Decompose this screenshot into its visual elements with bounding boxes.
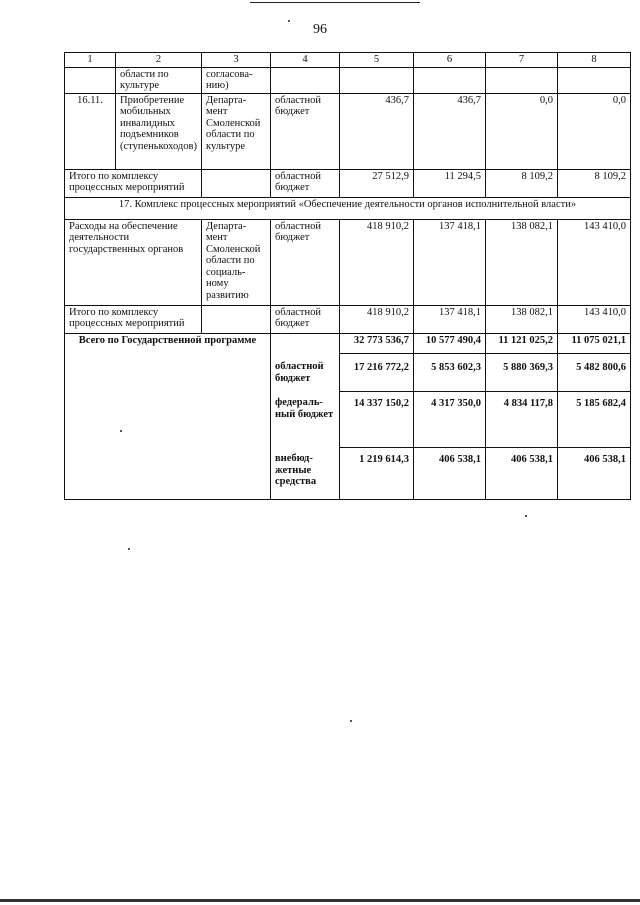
- grand-federal-col7: 4 834 117,8: [486, 391, 558, 447]
- header-cell: 8: [558, 53, 631, 68]
- value-col8: 8 109,2: [558, 169, 631, 197]
- value-col6: 11 294,5: [414, 169, 486, 197]
- grand-extra-col7: 406 538,1: [486, 447, 558, 499]
- grand-extra-col5: 1 219 614,3: [340, 447, 414, 499]
- header-cell: 4: [271, 53, 340, 68]
- value-col7: 138 082,1: [486, 305, 558, 333]
- cell-empty: [486, 67, 558, 93]
- value-col8: 143 410,0: [558, 305, 631, 333]
- table-row-17: [65, 219, 631, 305]
- header-row: [65, 53, 631, 68]
- grand-total-col7: 11 121 025,2: [486, 333, 558, 353]
- table-row-total-16: [65, 169, 631, 197]
- row-source: областной бюджет: [271, 305, 340, 333]
- table-row-16-11: [65, 93, 631, 169]
- total-label: Итого по комплексу процессных мероприятий: [65, 169, 202, 197]
- header-cell: 3: [202, 53, 271, 68]
- value-col6: 436,7: [414, 93, 486, 169]
- cell-empty: [65, 67, 116, 93]
- header-cell: 2: [116, 53, 202, 68]
- scan-speck: [288, 20, 290, 22]
- value-col5: 436,7: [340, 93, 414, 169]
- page-number: 96: [313, 22, 327, 37]
- scan-speck: [350, 720, 352, 722]
- grand-regional-col8: 5 482 800,6: [558, 353, 631, 391]
- section-header-17: [65, 197, 631, 219]
- row-number: 16.11.: [65, 93, 116, 169]
- value-col5: 27 512,9: [340, 169, 414, 197]
- row-executor: Департа-мент Смоленской области по культуре: [202, 93, 271, 169]
- table-row-grand-total: [65, 333, 631, 353]
- total-label: Итого по комплексу процессных мероприятий: [65, 305, 202, 333]
- value-col6: 137 418,1: [414, 219, 486, 305]
- row-source: областной бюджет: [271, 93, 340, 169]
- grand-source-regional: областной бюджет: [271, 353, 340, 391]
- cell-empty: [558, 67, 631, 93]
- cell-empty: [202, 305, 271, 333]
- scan-artifact-bottom: [0, 899, 640, 902]
- value-col7: 0,0: [486, 93, 558, 169]
- grand-total-col5: 32 773 536,7: [340, 333, 414, 353]
- row-name: Приобретение мобильных инвалидных подъемников (ступенькоходов): [116, 93, 202, 169]
- row-name-continuation: области по культуре: [116, 67, 202, 93]
- budget-table: [64, 52, 631, 500]
- header-cell: 1: [65, 53, 116, 68]
- row-executor-continuation: согласова-нию): [202, 67, 271, 93]
- header-cell: 5: [340, 53, 414, 68]
- grand-regional-col6: 5 853 602,3: [414, 353, 486, 391]
- row-source: областной бюджет: [271, 219, 340, 305]
- cell-empty: [202, 169, 271, 197]
- section-title: 17. Комплекс процессных мероприятий «Обеспечение деятельности органов исполнительной власти»: [65, 197, 631, 219]
- header-cell: 7: [486, 53, 558, 68]
- row-name: Расходы на обеспечение деятельности государственных органов: [65, 219, 202, 305]
- table-row-total-17: [65, 305, 631, 333]
- value-col5: 418 910,2: [340, 305, 414, 333]
- value-col8: 0,0: [558, 93, 631, 169]
- scan-speck: [128, 548, 130, 550]
- grand-total-col8: 11 075 021,1: [558, 333, 631, 353]
- scan-speck: [525, 515, 527, 517]
- row-executor: Департа-мент Смоленской области по социаль-ному развитию: [202, 219, 271, 305]
- grand-regional-col5: 17 216 772,2: [340, 353, 414, 391]
- grand-total-col6: 10 577 490,4: [414, 333, 486, 353]
- grand-extra-col6: 406 538,1: [414, 447, 486, 499]
- grand-federal-col6: 4 317 350,0: [414, 391, 486, 447]
- value-col8: 143 410,0: [558, 219, 631, 305]
- cell-empty: [271, 333, 340, 353]
- grand-regional-col7: 5 880 369,3: [486, 353, 558, 391]
- row-source: областной бюджет: [271, 169, 340, 197]
- grand-source-extra: внебюд-жетные средства: [271, 447, 340, 499]
- header-cell: 6: [414, 53, 486, 68]
- grand-federal-col5: 14 337 150,2: [340, 391, 414, 447]
- grand-source-federal: федераль-ный бюджет: [271, 391, 340, 447]
- grand-total-label: Всего по Государственной программе: [65, 333, 271, 499]
- grand-federal-col8: 5 185 682,4: [558, 391, 631, 447]
- cell-empty: [271, 67, 340, 93]
- cell-empty: [340, 67, 414, 93]
- value-col6: 137 418,1: [414, 305, 486, 333]
- cell-empty: [414, 67, 486, 93]
- scan-speck: [120, 430, 122, 432]
- value-col5: 418 910,2: [340, 219, 414, 305]
- value-col7: 138 082,1: [486, 219, 558, 305]
- grand-extra-col8: 406 538,1: [558, 447, 631, 499]
- value-col7: 8 109,2: [486, 169, 558, 197]
- scan-artifact-top: [250, 2, 420, 3]
- table-row-continuation: [65, 67, 631, 93]
